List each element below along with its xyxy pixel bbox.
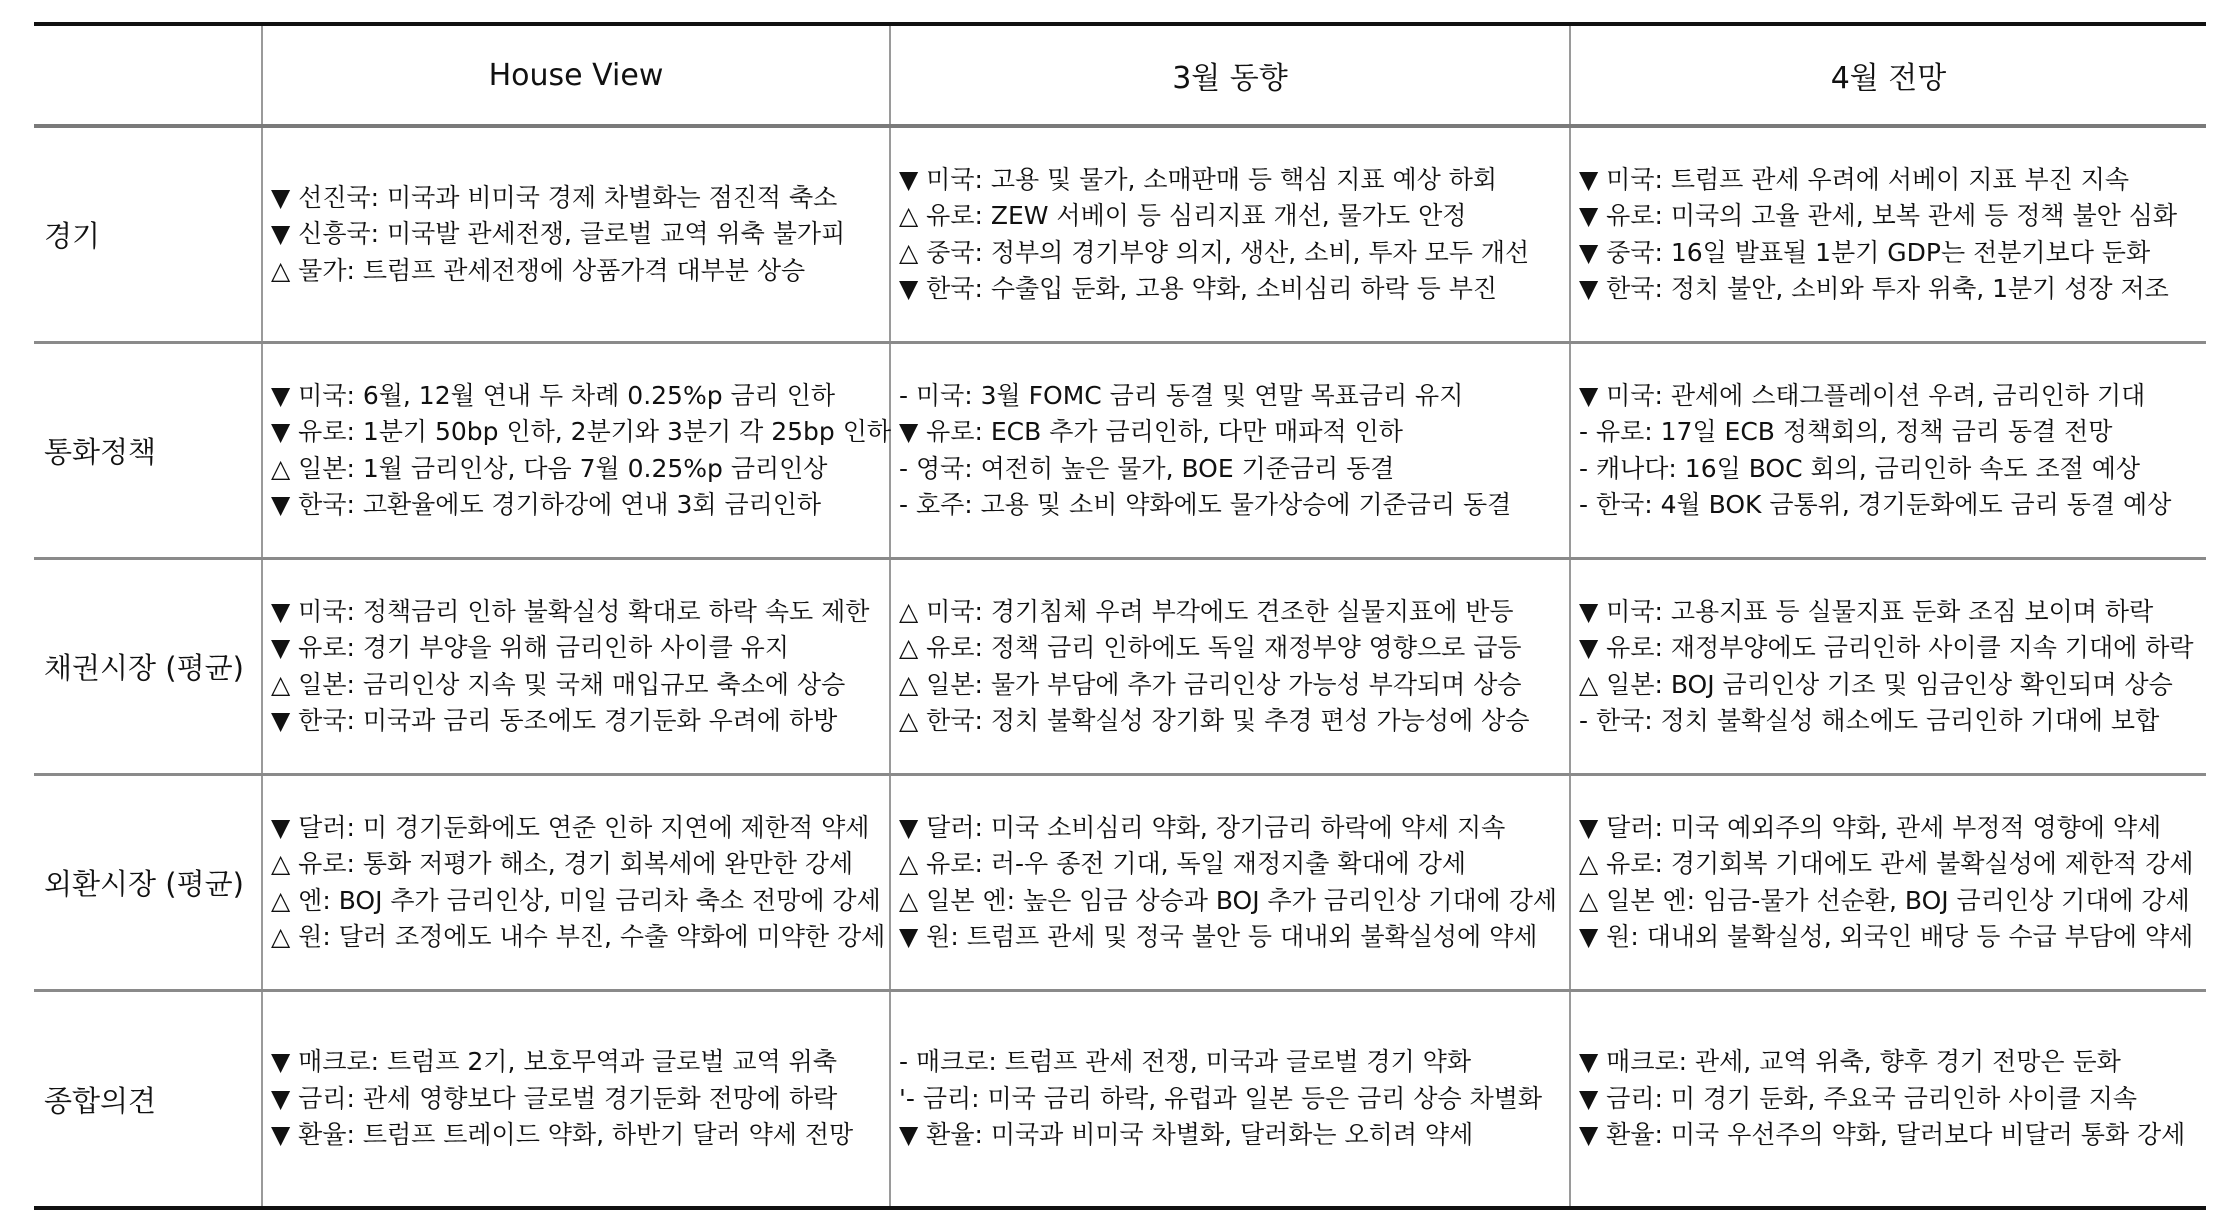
cell-house-view [262, 991, 890, 1209]
bullet-line: ▼ 원: 대내외 불확실성, 외국인 배당 등 수급 부담에 약세 [1579, 922, 2194, 951]
bullet-line: ▼ 미국: 고용지표 등 실물지표 둔화 조짐 보이며 하락 [1579, 596, 2154, 626]
cell-march [890, 343, 1570, 559]
bullet-line: ▼ 한국: 수출입 둔화, 고용 약화, 소비심리 하락 등 부진 [899, 274, 1498, 303]
bullet-line: ▼ 환율: 미국과 비미국 차별화, 달러화는 오히려 약세 [899, 1120, 1474, 1150]
outlook-table-wrapper [34, 22, 2206, 1210]
bullet-line: - 호주: 고용 및 소비 약화에도 물가상승에 기준금리 동결 [899, 490, 1512, 519]
outlook-table [34, 22, 2206, 1210]
bullet-line: ▼ 미국: 고용 및 물가, 소매판매 등 핵심 지표 예상 하회 [899, 164, 1498, 194]
cell-march [890, 559, 1570, 775]
bullet-line: ▼ 환율: 미국 우선주의 약화, 달러보다 비달러 통화 강세 [1579, 1120, 2186, 1150]
row-fx-market [34, 775, 2206, 991]
bullet-line: ▼ 신흥국: 미국발 관세전쟁, 글로벌 교역 위축 불가피 [271, 219, 846, 249]
bullet-line: ▼ 원: 트럼프 관세 및 정국 불안 등 대내외 불확실성에 약세 [899, 922, 1538, 951]
bullet-line: ▼ 선진국: 미국과 비미국 경제 차별화는 점진적 축소 [271, 182, 838, 212]
bullet-line: △ 엔: BOJ 추가 금리인상, 미일 금리차 축소 전망에 강세 [271, 885, 881, 915]
bullet-line: ▼ 달러: 미국 소비심리 약화, 장기금리 하락에 약세 지속 [899, 812, 1506, 842]
bullet-line: - 한국: 정치 불확실성 해소에도 금리인하 기대에 보합 [1579, 706, 2160, 735]
bullet-line: △ 일본: 물가 부담에 추가 금리인상 가능성 부각되며 상승 [899, 669, 1522, 699]
bullet-line: △ 일본 엔: 임금-물가 선순환, BOJ 금리인상 기대에 강세 [1579, 885, 2190, 915]
bullet-line: ▼ 한국: 정치 불안, 소비와 투자 위축, 1분기 성장 저조 [1579, 274, 2169, 303]
bullet-line: ▼ 미국: 트럼프 관세 우려에 서베이 지표 부진 지속 [1579, 164, 2130, 194]
bullet-line: △ 물가: 트럼프 관세전쟁에 상품가격 대부분 상승 [271, 255, 806, 285]
bullet-line: ▼ 미국: 관세에 스태그플레이션 우려, 금리인하 기대 [1579, 380, 2146, 410]
bullet-line: ▼ 달러: 미 경기둔화에도 연준 인하 지연에 제한적 약세 [271, 812, 870, 842]
bullet-line: ▼ 매크로: 트럼프 2기, 보호무역과 글로벌 교역 위축 [271, 1047, 837, 1077]
bullet-line: ▼ 유로: 재정부양에도 금리인하 사이클 지속 기대에 하락 [1579, 633, 2194, 662]
cell-april [1570, 343, 2206, 559]
row-overall-opinion [34, 991, 2206, 1209]
bullet-line: ▼ 금리: 관세 영향보다 글로벌 경기둔화 전망에 하락 [271, 1083, 838, 1113]
bullet-line: ▼ 한국: 미국과 금리 동조에도 경기둔화 우려에 하방 [271, 706, 838, 735]
row-monetary-policy [34, 343, 2206, 559]
bullet-line: △ 유로: 정책 금리 인하에도 독일 재정부양 영향으로 급등 [899, 633, 1522, 662]
cell-april [1570, 991, 2206, 1209]
bullet-line: ▼ 유로: ECB 추가 금리인하, 다만 매파적 인하 [899, 417, 1403, 446]
bullet-line: - 영국: 여전히 높은 물가, BOE 기준금리 동결 [899, 453, 1395, 483]
cell-april [1570, 559, 2206, 775]
bullet-line: △ 일본 엔: 높은 임금 상승과 BOJ 추가 금리인상 기대에 강세 [899, 885, 1558, 915]
cell-april [1570, 126, 2206, 343]
row-bond-market [34, 559, 2206, 775]
cell-march [890, 991, 1570, 1209]
bullet-line: △ 일본: 금리인상 지속 및 국채 매입규모 축소에 상승 [271, 669, 846, 699]
header-corner [34, 24, 262, 126]
bullet-line: ▼ 환율: 트럼프 트레이드 약화, 하반기 달러 약세 전망 [271, 1120, 854, 1150]
bullet-line: ▼ 유로: 1분기 50bp 인하, 2분기와 3분기 각 25bp 인하 [271, 417, 892, 446]
bullet-line: ▼ 한국: 고환율에도 경기하강에 연내 3회 금리인하 [271, 490, 822, 519]
bullet-line: - 캐나다: 16일 BOC 회의, 금리인하 속도 조절 예상 [1579, 453, 2141, 483]
bullet-line: △ 일본: 1월 금리인상, 다음 7월 0.25%p 금리인상 [271, 453, 828, 483]
row-label: 외환시장 (평균) [34, 775, 262, 991]
cell-april [1570, 775, 2206, 991]
bullet-line: ▼ 매크로: 관세, 교역 위축, 향후 경기 전망은 둔화 [1579, 1047, 2121, 1077]
bullet-line: △ 중국: 정부의 경기부양 의지, 생산, 소비, 투자 모두 개선 [899, 237, 1530, 267]
bullet-line: ▼ 금리: 미 경기 둔화, 주요국 금리인하 사이클 지속 [1579, 1083, 2138, 1113]
bullet-line: - 미국: 3월 FOMC 금리 동결 및 연말 목표금리 유지 [899, 380, 1464, 410]
header-march-trend: 3월 동향 [890, 24, 1570, 126]
bullet-line: △ 원: 달러 조정에도 내수 부진, 수출 약화에 미약한 강세 [271, 922, 886, 951]
bullet-line: △ 유로: 러-우 종전 기대, 독일 재정지출 확대에 강세 [899, 849, 1467, 878]
cell-house-view [262, 126, 890, 343]
bullet-line: ▼ 중국: 16일 발표될 1분기 GDP는 전분기보다 둔화 [1579, 237, 2151, 267]
row-label: 통화정책 [34, 343, 262, 559]
bullet-line: △ 유로: 경기회복 기대에도 관세 불확실성에 제한적 강세 [1579, 849, 2194, 878]
row-label: 종합의견 [34, 991, 262, 1209]
header-april-outlook: 4월 전망 [1570, 24, 2206, 126]
bullet-line: △ 유로: ZEW 서베이 등 심리지표 개선, 물가도 안정 [899, 201, 1467, 230]
header-house-view: House View [262, 24, 890, 126]
bullet-line: △ 일본: BOJ 금리인상 기조 및 임금인상 확인되며 상승 [1579, 669, 2173, 699]
bullet-line: △ 미국: 경기침체 우려 부각에도 견조한 실물지표에 반등 [899, 596, 1514, 626]
bullet-line: '- 금리: 미국 금리 하락, 유럽과 일본 등은 금리 상승 차별화 [899, 1083, 1543, 1113]
bullet-line: ▼ 미국: 정책금리 인하 불확실성 확대로 하락 속도 제한 [271, 596, 870, 626]
bullet-line: ▼ 미국: 6월, 12월 연내 두 차례 0.25%p 금리 인하 [271, 380, 836, 410]
row-label: 경기 [34, 126, 262, 343]
bullet-line: △ 유로: 통화 저평가 해소, 경기 회복세에 완만한 강세 [271, 849, 854, 878]
bullet-line: △ 한국: 정치 불확실성 장기화 및 추경 편성 가능성에 상승 [899, 706, 1530, 735]
cell-house-view [262, 775, 890, 991]
row-economy [34, 126, 2206, 343]
cell-march [890, 126, 1570, 343]
bullet-line: ▼ 유로: 미국의 고율 관세, 보복 관세 등 정책 불안 심화 [1579, 201, 2178, 230]
bullet-line: - 유로: 17일 ECB 정책회의, 정책 금리 동결 전망 [1579, 417, 2113, 446]
cell-march [890, 775, 1570, 991]
bullet-line: ▼ 유로: 경기 부양을 위해 금리인하 사이클 유지 [271, 633, 789, 662]
cell-house-view [262, 559, 890, 775]
bullet-line: - 매크로: 트럼프 관세 전쟁, 미국과 글로벌 경기 약화 [899, 1047, 1471, 1077]
bullet-line: ▼ 달러: 미국 예외주의 약화, 관세 부정적 영향에 약세 [1579, 812, 2162, 842]
header-row [34, 24, 2206, 126]
row-label: 채권시장 (평균) [34, 559, 262, 775]
cell-house-view [262, 343, 890, 559]
bullet-line: - 한국: 4월 BOK 금통위, 경기둔화에도 금리 동결 예상 [1579, 490, 2172, 519]
